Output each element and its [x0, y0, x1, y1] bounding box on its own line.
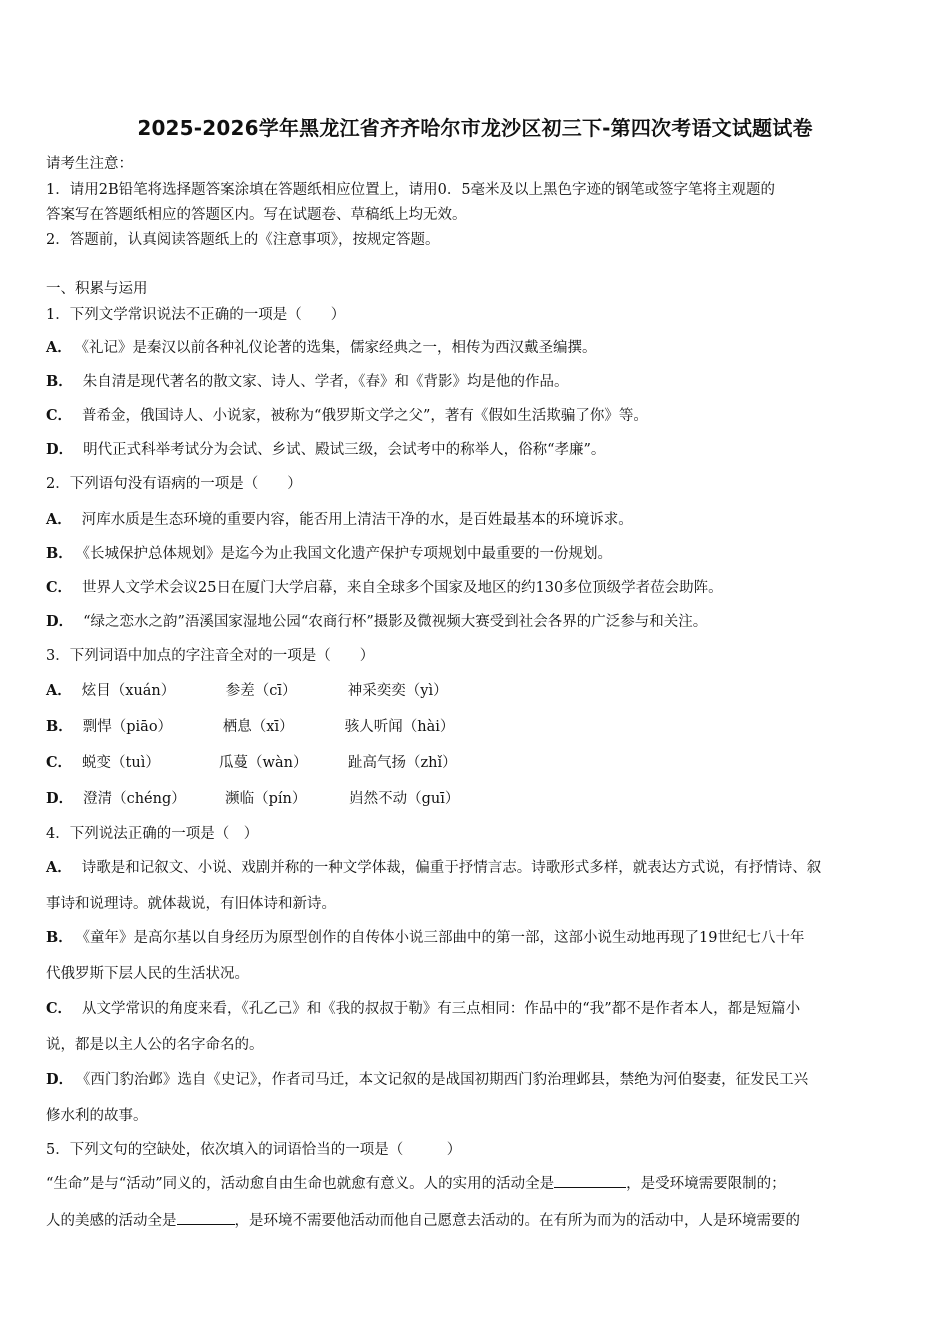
question-2-option-d: D． “绿之恋水之韵”浯溪国家湿地公园“农商行杯”摄影及微视频大赛受到社会各界的广泛参与和关注。 — [46, 613, 708, 630]
question-2-stem: 2．下列语句没有语病的一项是（ ） — [46, 476, 302, 492]
question-4-option-b-cont: 代俄罗斯下层人民的生活状况。 — [46, 966, 249, 982]
question-1-stem: 1．下列文学常识说法不正确的一项是（ ） — [46, 307, 346, 323]
question-3-option-d: D． 澄清（chéng） 濒临（pín） 岿然不动（guī） — [46, 790, 460, 807]
question-4-option-d-cont: 修水利的故事。 — [46, 1108, 148, 1124]
question-3-option-c: C． 蜕变（tuì） 瓜蔓（wàn） 趾高气扬（zhǐ） — [46, 754, 457, 771]
question-5-stem: 5．下列文句的空缺处，依次填入的词语恰当的一项是（ ） — [46, 1142, 462, 1158]
question-1-option-b: B． 朱自清是现代著名的散文家、诗人、学者，《春》和《背影》均是他的作品。 — [46, 373, 569, 390]
section-heading: 一、积累与运用 — [46, 281, 148, 297]
question-3-option-a: A． 炫目（xuán） 参差（cī） 神采奕奕（yì） — [46, 682, 448, 699]
answer-blank-2[interactable] — [177, 1210, 235, 1225]
question-3-stem: 3．下列词语中加点的字注音全对的一项是（ ） — [46, 648, 375, 664]
question-2-option-b: B． 《长城保护总体规划》是迄今为止我国文化遗产保护专项规划中最重要的一份规划。 — [46, 545, 613, 562]
notice-heading: 请考生注意： — [46, 156, 133, 172]
question-4-option-d: D． 《西门豹治邺》选自《史记》，作者司马迁，本文记叙的是战国初期西门豹治理邺县，禁绝为河伯娶妻，征发民工兴 — [46, 1071, 809, 1088]
notice-item-1: 1．请用2B铅笔将选择题答案涂填在答题纸相应位置上，请用0．5毫米及以上黑色字迹的钢笔或签字笔将主观题的 — [46, 182, 776, 198]
question-4-option-a-cont: 事诗和说理诗。就体裁说，有旧体诗和新诗。 — [46, 896, 336, 912]
question-2-option-a: A． 河库水质是生态环境的重要内容，能否用上清洁干净的水，是百姓最基本的环境诉求。 — [46, 511, 633, 528]
page-title: 2025-2026学年黑龙江省齐齐哈尔市龙沙区初三下-第四次考语文试题试卷 — [137, 116, 813, 140]
notice-item-1-cont: 答案写在答题纸相应的答题区内。写在试题卷、草稿纸上均无效。 — [46, 207, 467, 223]
question-2-option-c: C． 世界人文学术会议25日在厦门大学启幕，来自全球多个国家及地区的约130多位顶级学者莅会助阵。 — [46, 579, 723, 596]
question-3-option-b: B． 剽悍（piāo） 栖息（xī） 骇人听闻（hài） — [46, 718, 455, 735]
question-1-option-c: C． 普希金，俄国诗人、小说家，被称为“俄罗斯文学之父”，著有《假如生活欺骗了你》等。 — [46, 407, 648, 424]
question-4-option-a: A． 诗歌是和记叙文、小说、戏剧并称的一种文学体裁，偏重于抒情言志。诗歌形式多样，就表达方式说，有抒情诗、叙 — [46, 859, 822, 876]
answer-blank-1[interactable] — [554, 1173, 626, 1188]
question-5-passage-line-1: “生命”是与“活动”同义的，活动愈自由生命也就愈有意义。人的实用的活动全是 ，是受环境需要限制的； — [46, 1172, 908, 1193]
question-1-option-a: A． 《礼记》是秦汉以前各种礼仪论著的选集，儒家经典之一，相传为西汉戴圣编撰。 — [46, 339, 597, 356]
question-4-option-c: C． 从文学常识的角度来看，《孔乙己》和《我的叔叔于勒》有三点相同：作品中的“我”都不是作者本人，都是短篇小 — [46, 1000, 801, 1017]
question-5-passage-line-2: 人的美感的活动全是 ，是环境不需要他活动而他自己愿意去活动的。在有所为而为的活动中，人是环境需要的 — [46, 1209, 908, 1230]
question-4-option-c-cont: 说，都是以主人公的名字命名的。 — [46, 1037, 264, 1053]
question-4-stem: 4．下列说法正确的一项是（ ） — [46, 826, 259, 842]
notice-item-2: 2．答题前，认真阅读答题纸上的《注意事项》，按规定答题。 — [46, 232, 440, 248]
question-4-option-b: B． 《童年》是高尔基以自身经历为原型创作的自传体小说三部曲中的第一部，这部小说生动地再现了19世纪七八十年 — [46, 929, 805, 946]
question-1-option-d: D． 明代正式科举考试分为会试、乡试、殿试三级，会试考中的称举人，俗称“孝廉”。 — [46, 441, 606, 458]
